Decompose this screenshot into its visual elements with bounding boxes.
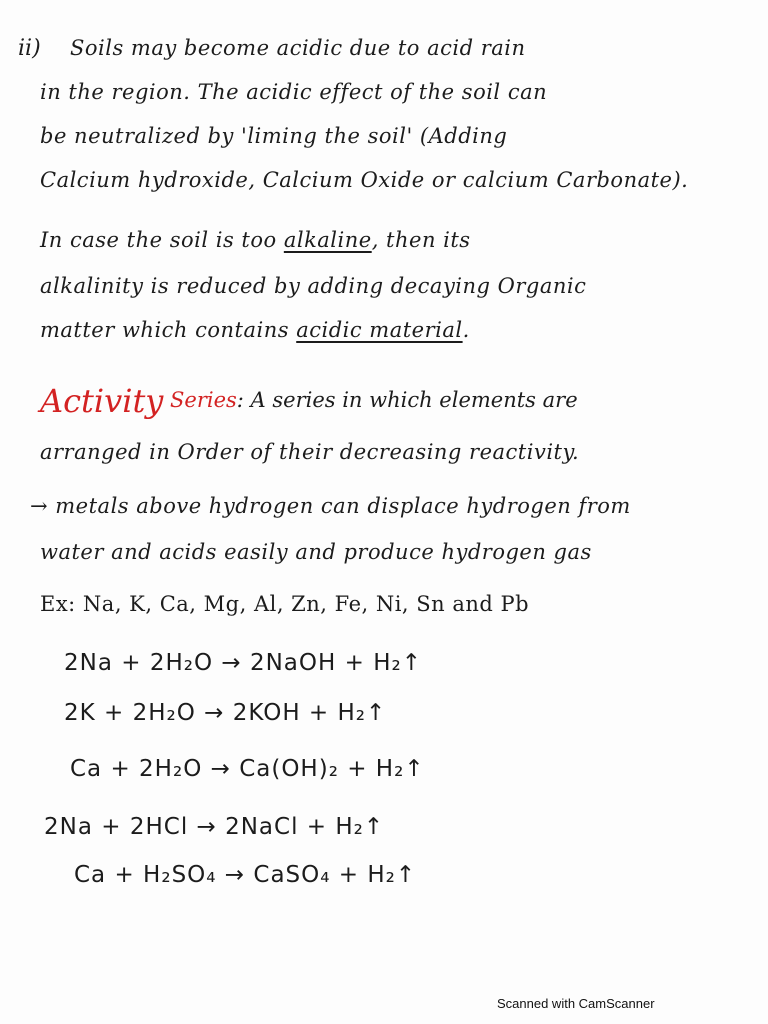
activity-definition-line1 — [170, 388, 578, 412]
scanner-watermark: Scanned with CamScanner — [497, 996, 655, 1011]
para2-alkaline-underlined: alkaline — [283, 228, 372, 252]
series-word: Series — [170, 388, 237, 412]
metals-example: Ex: Na, K, Ca, Mg, Al, Zn, Fe, Ni, Sn and Pb — [40, 592, 530, 616]
para2-line3-pre: matter which contains — [40, 318, 297, 342]
para1-line2: in the region. The acidic effect of the soil can — [40, 80, 548, 104]
para2-acidic-material-underlined: acidic material — [296, 318, 463, 342]
para2-line3 — [40, 318, 470, 342]
equation-3: Ca + 2H₂O → Ca(OH)₂ + H₂↑ — [70, 756, 425, 782]
definition-part1: : A series in which elements are — [236, 388, 578, 412]
activity-heading: Activity — [40, 382, 164, 420]
para2-line1-post: , then its — [371, 228, 471, 252]
item-marker: ii) — [18, 36, 41, 61]
equation-2: 2K + 2H₂O → 2KOH + H₂↑ — [64, 700, 387, 726]
para1-line3: be neutralized by 'liming the soil' (Adding — [40, 124, 508, 148]
metals-line1: → metals above hydrogen can displace hydrogen from — [30, 494, 631, 518]
para2-line2: alkalinity is reduced by adding decaying Organic — [40, 274, 587, 298]
para1-line1: Soils may become acidic due to acid rain — [70, 36, 526, 60]
para1-line4: Calcium hydroxide, Calcium Oxide or calcium Carbonate). — [40, 168, 689, 192]
metals-line2: water and acids easily and produce hydrogen gas — [40, 540, 592, 564]
equation-5: Ca + H₂SO₄ → CaSO₄ + H₂↑ — [74, 862, 417, 888]
para2-line1-pre: In case the soil is too — [40, 228, 284, 252]
activity-definition-line2: arranged in Order of their decreasing reactivity. — [40, 440, 580, 464]
equation-4: 2Na + 2HCl → 2NaCl + H₂↑ — [44, 814, 385, 840]
para2-line3-post: . — [462, 318, 470, 342]
equation-1: 2Na + 2H₂O → 2NaOH + H₂↑ — [64, 650, 422, 676]
para2-line1 — [40, 228, 471, 252]
